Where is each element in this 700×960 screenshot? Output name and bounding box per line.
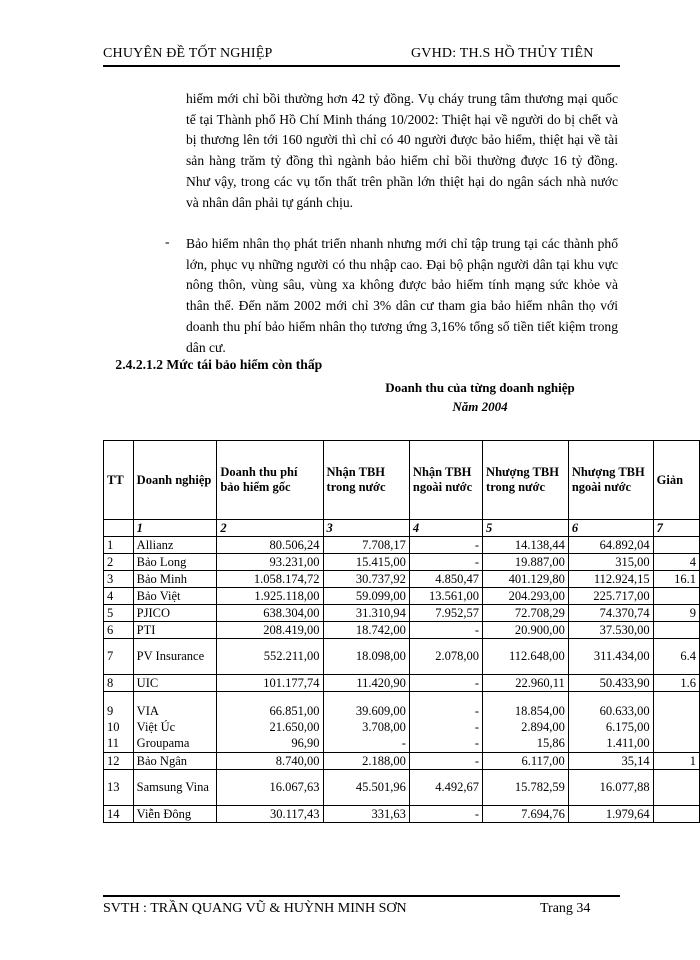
col-header: Doanh thu phí bảo hiểm gốc (217, 441, 323, 520)
table-row (104, 588, 700, 605)
value-cell: 638.304,00 (217, 605, 323, 622)
table-body (104, 537, 700, 823)
company-cell: Allianz (133, 537, 217, 554)
value-cell: 4.850,47 (409, 571, 482, 588)
value-cell: 6.117,00 (483, 753, 569, 770)
value-cell: - (409, 806, 482, 823)
value-cell: 16.077,88 (568, 770, 653, 806)
value-cell (653, 770, 699, 806)
index-cell: 3 (323, 520, 409, 537)
value-cell: 8.740,00 (217, 753, 323, 770)
value-cell: 18.742,00 (323, 622, 409, 639)
company-cell: Groupama (133, 736, 217, 753)
company-cell: PV Insurance (133, 639, 217, 675)
footer-rule (103, 895, 620, 897)
value-cell: 331,63 (323, 806, 409, 823)
value-cell: 7.694,76 (483, 806, 569, 823)
value-cell: 7.708,17 (323, 537, 409, 554)
row-number-cell: 8 (104, 675, 134, 692)
value-cell: 101.177,74 (217, 675, 323, 692)
company-cell: PJICO (133, 605, 217, 622)
value-cell: 16.067,63 (217, 770, 323, 806)
value-cell: - (409, 719, 482, 736)
section-heading (103, 357, 322, 373)
value-cell: 11.420,90 (323, 675, 409, 692)
value-cell: - (409, 753, 482, 770)
value-cell: 1.925.118,00 (217, 588, 323, 605)
footer-left: SVTH : TRẦN QUANG VŨ & HUỲNH MINH SƠN (103, 901, 407, 916)
table-title-year: Năm 2004 (452, 399, 508, 414)
paragraph-2: Bảo hiểm nhân thọ phát triển nhanh nhưng mới chỉ tập trung tại các thành phố lớn, phục vụ những người có thu nhập cao. Đại bộ phận người dân tại khu vực nông thôn, vùng sâu, vùng xa không được bảo hiểm tính mạng sức khỏe và thân thể. Đến năm 2002 mới chỉ 3% dân cư tham gia bảo hiểm nhân thọ với doanh thu phí bảo hiểm nhân thọ tương ứng 3,16% tổng số tiền tiết kiệm trong dân cư. (186, 236, 618, 355)
col-header: Giản (653, 441, 699, 520)
value-cell: 315,00 (568, 554, 653, 571)
value-cell: 21.650,00 (217, 719, 323, 736)
company-cell: Bảo Việt (133, 588, 217, 605)
table-row (104, 537, 700, 554)
value-cell: 39.609,00 (323, 692, 409, 719)
table-index-row (104, 520, 700, 537)
value-cell: - (409, 554, 482, 571)
header-right: GVHD: TH.S HỒ THỦY TIÊN (411, 46, 594, 61)
value-cell (653, 806, 699, 823)
section-title: Mức tái bảo hiểm còn thấp (166, 357, 323, 372)
row-number-cell: 3 (104, 571, 134, 588)
col-header: Doanh nghiệp (133, 441, 217, 520)
table-row (104, 692, 700, 719)
value-cell: 401.129,80 (483, 571, 569, 588)
value-cell: 3.708,00 (323, 719, 409, 736)
value-cell: 1.411,00 (568, 736, 653, 753)
row-number-cell: 13 (104, 770, 134, 806)
value-cell: 19.887,00 (483, 554, 569, 571)
index-cell: 4 (409, 520, 482, 537)
table-row (104, 639, 700, 675)
value-cell: 30.117,43 (217, 806, 323, 823)
row-number-cell: 9 (104, 692, 134, 719)
value-cell: 2.078,00 (409, 639, 482, 675)
value-cell: 15,86 (483, 736, 569, 753)
value-cell: 204.293,00 (483, 588, 569, 605)
table-row (104, 736, 700, 753)
col-header: Nhận TBH trong nước (323, 441, 409, 520)
col-header: TT (104, 441, 134, 520)
value-cell: 4.492,67 (409, 770, 482, 806)
value-cell: - (409, 736, 482, 753)
value-cell: 64.892,04 (568, 537, 653, 554)
row-number-cell: 14 (104, 806, 134, 823)
table-row (104, 554, 700, 571)
value-cell (653, 736, 699, 753)
row-number-cell: 12 (104, 753, 134, 770)
company-cell: Việt Úc (133, 719, 217, 736)
value-cell: 72.708,29 (483, 605, 569, 622)
row-number-cell: 2 (104, 554, 134, 571)
index-cell: 5 (483, 520, 569, 537)
table-row (104, 675, 700, 692)
value-cell: 60.633,00 (568, 692, 653, 719)
company-cell: Bảo Ngân (133, 753, 217, 770)
value-cell: 6.4 (653, 639, 699, 675)
value-cell: 74.370,74 (568, 605, 653, 622)
row-number-cell: 10 (104, 719, 134, 736)
revenue-table (103, 440, 700, 823)
value-cell: - (323, 736, 409, 753)
table-row (104, 622, 700, 639)
value-cell (653, 692, 699, 719)
table-row (104, 605, 700, 622)
row-number-cell: 1 (104, 537, 134, 554)
value-cell: - (409, 692, 482, 719)
company-cell: Viễn Đông (133, 806, 217, 823)
table-row (104, 770, 700, 806)
value-cell: 9 (653, 605, 699, 622)
value-cell: 37.530,00 (568, 622, 653, 639)
paragraph-1: hiểm mới chỉ bồi thường hơn 42 tỷ đồng. Vụ cháy trung tâm thương mại quốc tế tại Thành phố Hồ Chí Minh tháng 10/2002: Thiệt hại về người do bị chết và bị thương lên tới 160 người thì chỉ có 40 người được bảo hiểm, thiệt hại về tài sản hàng trăm tỷ đồng thì ngành bảo hiểm chỉ bồi thường được 16 tỷ đồng. Như vậy, trong các vụ tổn thất trên phần lớn thiệt hại do ngân sách nhà nước và nhân dân phải tự gánh chịu. (186, 91, 618, 210)
value-cell: 112.924,15 (568, 571, 653, 588)
table-row (104, 806, 700, 823)
value-cell: - (409, 675, 482, 692)
value-cell: 1 (653, 753, 699, 770)
value-cell (653, 537, 699, 554)
table-header-row (104, 441, 700, 520)
bullet-marker: - (165, 234, 170, 249)
row-number-cell: 6 (104, 622, 134, 639)
value-cell: 59.099,00 (323, 588, 409, 605)
value-cell: 2.188,00 (323, 753, 409, 770)
index-cell: 7 (653, 520, 699, 537)
company-cell: Bảo Minh (133, 571, 217, 588)
value-cell: 50.433,90 (568, 675, 653, 692)
table-title (340, 378, 620, 416)
index-cell: 1 (133, 520, 217, 537)
row-number-cell: 5 (104, 605, 134, 622)
value-cell: 14.138,44 (483, 537, 569, 554)
value-cell: 1.058.174,72 (217, 571, 323, 588)
header-rule (103, 65, 620, 67)
value-cell: 18.098,00 (323, 639, 409, 675)
value-cell: 225.717,00 (568, 588, 653, 605)
value-cell: 15.415,00 (323, 554, 409, 571)
value-cell: 4 (653, 554, 699, 571)
company-cell: Samsung Vina (133, 770, 217, 806)
index-cell: 6 (568, 520, 653, 537)
value-cell (653, 622, 699, 639)
header-left: CHUYÊN ĐỀ TỐT NGHIỆP (103, 46, 273, 61)
value-cell: 93.231,00 (217, 554, 323, 571)
value-cell: 66.851,00 (217, 692, 323, 719)
company-cell: PTI (133, 622, 217, 639)
company-cell: VIA (133, 692, 217, 719)
company-cell: Bảo Long (133, 554, 217, 571)
value-cell: 45.501,96 (323, 770, 409, 806)
col-header: Nhượng TBH ngoài nước (568, 441, 653, 520)
value-cell: 80.506,24 (217, 537, 323, 554)
value-cell: 1.979,64 (568, 806, 653, 823)
company-cell: UIC (133, 675, 217, 692)
row-number-cell: 7 (104, 639, 134, 675)
value-cell: 18.854,00 (483, 692, 569, 719)
value-cell: - (409, 622, 482, 639)
row-number-cell: 4 (104, 588, 134, 605)
table-title-line1: Doanh thu của từng doanh nghiệp (385, 380, 575, 395)
value-cell: 35,14 (568, 753, 653, 770)
value-cell: - (409, 537, 482, 554)
value-cell: 208.419,00 (217, 622, 323, 639)
footer-page-number: Trang 34 (540, 901, 591, 916)
value-cell: 13.561,00 (409, 588, 482, 605)
value-cell: 311.434,00 (568, 639, 653, 675)
value-cell: 31.310,94 (323, 605, 409, 622)
value-cell (653, 719, 699, 736)
value-cell: 30.737,92 (323, 571, 409, 588)
table-row (104, 571, 700, 588)
value-cell: 20.900,00 (483, 622, 569, 639)
value-cell: 96,90 (217, 736, 323, 753)
section-number: 2.4.2.1.2 (115, 357, 163, 372)
value-cell: 22.960,11 (483, 675, 569, 692)
col-header: Nhượng TBH trong nước (483, 441, 569, 520)
row-number-cell: 11 (104, 736, 134, 753)
value-cell: 16.1 (653, 571, 699, 588)
value-cell: 2.894,00 (483, 719, 569, 736)
value-cell: 6.175,00 (568, 719, 653, 736)
value-cell: 552.211,00 (217, 639, 323, 675)
value-cell: 15.782,59 (483, 770, 569, 806)
value-cell: 1.6 (653, 675, 699, 692)
value-cell (653, 588, 699, 605)
index-cell: 2 (217, 520, 323, 537)
col-header: Nhận TBH ngoài nước (409, 441, 482, 520)
table-row (104, 753, 700, 770)
value-cell: 7.952,57 (409, 605, 482, 622)
value-cell: 112.648,00 (483, 639, 569, 675)
table-row (104, 719, 700, 736)
